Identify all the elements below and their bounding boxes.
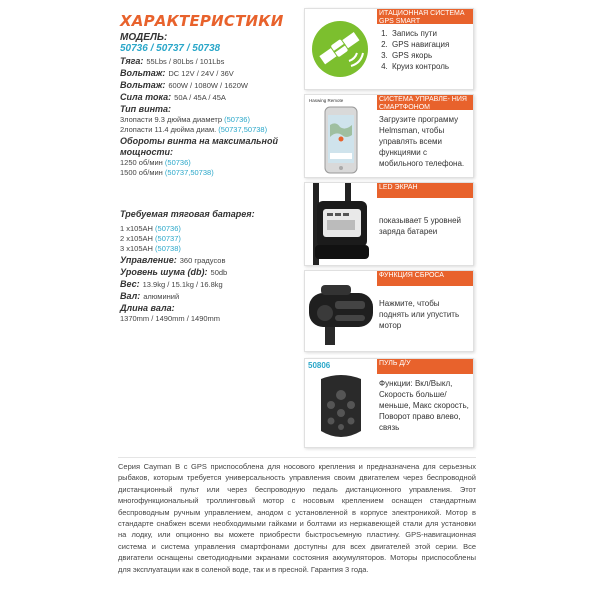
reset-card [304,270,474,352]
weight-row [120,279,300,290]
remote-card-text: Функции: Вкл/Выкл, Скорость больше/ меньше, Макс скорость, Поворот право влево, связь [379,379,469,432]
prop-label: Тип винта: [120,104,172,114]
voltage-label: Вольтаж: [120,68,166,78]
model-label: МОДЕЛЬ: [120,32,168,43]
app-card [304,94,474,178]
reset-mechanism-icon [305,271,375,351]
list-item: 1. Запись пути [390,28,470,39]
length-value: 1370mm / 1490mm / 1490mm [120,314,221,323]
length-label: Длина вала: [120,303,175,313]
reset-card-header: ФУНКЦИЯ СБРОСА [377,271,473,286]
gps-card [304,8,474,90]
rpm-label: Обороты винта на максимальной мощности: [120,136,278,157]
thrust-row [120,56,300,67]
prop-line-2: 2лопасти 11.4 дюйма диам. (50737,50738) [120,125,268,134]
specs-column [120,12,300,324]
satellite-icon [305,9,375,89]
list-item: 2. GPS навигация [390,39,470,50]
specs-title: ХАРАКТЕРИСТИКИ [120,12,284,30]
phone-app-label: Haswing Remote [309,98,344,103]
power-label: Вольтаж: [120,80,166,90]
list-item: 4. Круиз контроль [390,61,470,72]
weight-label: Вес: [120,279,140,289]
battery-item: 3 x105AH (50738) [120,244,181,253]
gps-card-header: ИТАЦИОННАЯ СИСТЕМА GPS SMART [377,9,473,24]
noise-row [120,267,300,278]
shaft-value: алюминий [143,292,180,301]
battery-item: 1 x105AH (50736) [120,224,181,233]
voltage-value: DC 12V / 24V / 36V [168,69,234,78]
remote-card-header: ПУЛЬ Д/У [377,359,473,374]
shaft-label: Вал: [120,291,141,301]
prop-line-1: 3лопасти 9.3 дюйма диаметр (50736) [120,115,250,124]
smartphone-icon [305,95,375,177]
steering-value: 360 градусов [179,256,226,265]
led-card-text: показывает 5 уровней заряда батареи [379,216,461,236]
steering-row [120,255,300,266]
rpm-line-1: 1250 об/мин (50736) [120,158,191,167]
list-item: 3. GPS якорь [390,50,470,61]
prop-row [120,104,300,115]
length-row [120,303,300,314]
app-card-header: СИСТЕМА УПРАВЛЕ- НИЯ СМАРТФОНОМ [377,95,473,110]
noise-label: Уровень шума (db): [120,267,208,277]
noise-value: 50db [210,268,228,277]
current-label: Сила тока: [120,92,172,102]
led-card-header: LED ЭКРАН [377,183,473,198]
thrust-label: Тяга: [120,56,144,66]
led-card [304,182,474,266]
steering-label: Управление: [120,255,177,265]
remote-card [304,358,474,448]
power-row [120,80,300,91]
current-row [120,92,300,103]
rpm-row [120,136,300,158]
voltage-row [120,68,300,79]
power-value: 600W / 1080W / 1620W [168,81,248,90]
app-card-text: Загрузите программу Helmsman, чтобы управлять всеми функциями с мобильного телефона. [379,115,465,168]
remote-control-icon [305,359,375,447]
battery-item: 2 x105AH (50737) [120,234,181,243]
gps-feature-list [379,28,470,72]
reset-card-text: Нажмите, чтобы поднять или упустить мотор [379,299,460,330]
thrust-value: 55Lbs / 80Lbs / 101Lbs [146,57,225,66]
current-value: 50A / 45A / 45A [174,93,226,102]
battery-label: Требуемая тяговая батарея: [120,209,255,219]
product-description: Серия Cayman B с GPS приспособлена для носового крепления и предназначена для серьезных рыбаков, которым требуется универсальность управления своим двигателем через беспроводной дистанционный пульт или через беспроводную педаль дистанционного управления. Этот многофункциональный троллинговый мотор с носовым креплением оснащен стандартным беспроводным ручным управлением, анодом с установленной в корпусе электроникой. Мотор в стандарте снабжен всеми необходимыми гайками и болтами из нержавеющей стали для установки на лодку, или опционно вы можете приобрести быстросъемную пластину. GPS-навигационная система и система управления смартфонами доступны для всех двигателей этой серии. Все двигатели оснащены светодиодными экранами состояния аккумуляторов. Моторы приспособлены для эксплуатации как в соленой воде, так и в пресной. Гарантия 3 года. [118,457,476,575]
remote-model-badge: 50806 [308,361,331,370]
rpm-line-2: 1500 об/мин (50737,50738) [120,168,214,177]
weight-value: 13.9kg / 15.1kg / 16.8kg [142,280,223,289]
shaft-row [120,291,300,302]
model-numbers: 50736 / 50737 / 50738 [120,43,221,54]
battery-row [120,209,300,220]
led-screen-icon [305,183,375,265]
